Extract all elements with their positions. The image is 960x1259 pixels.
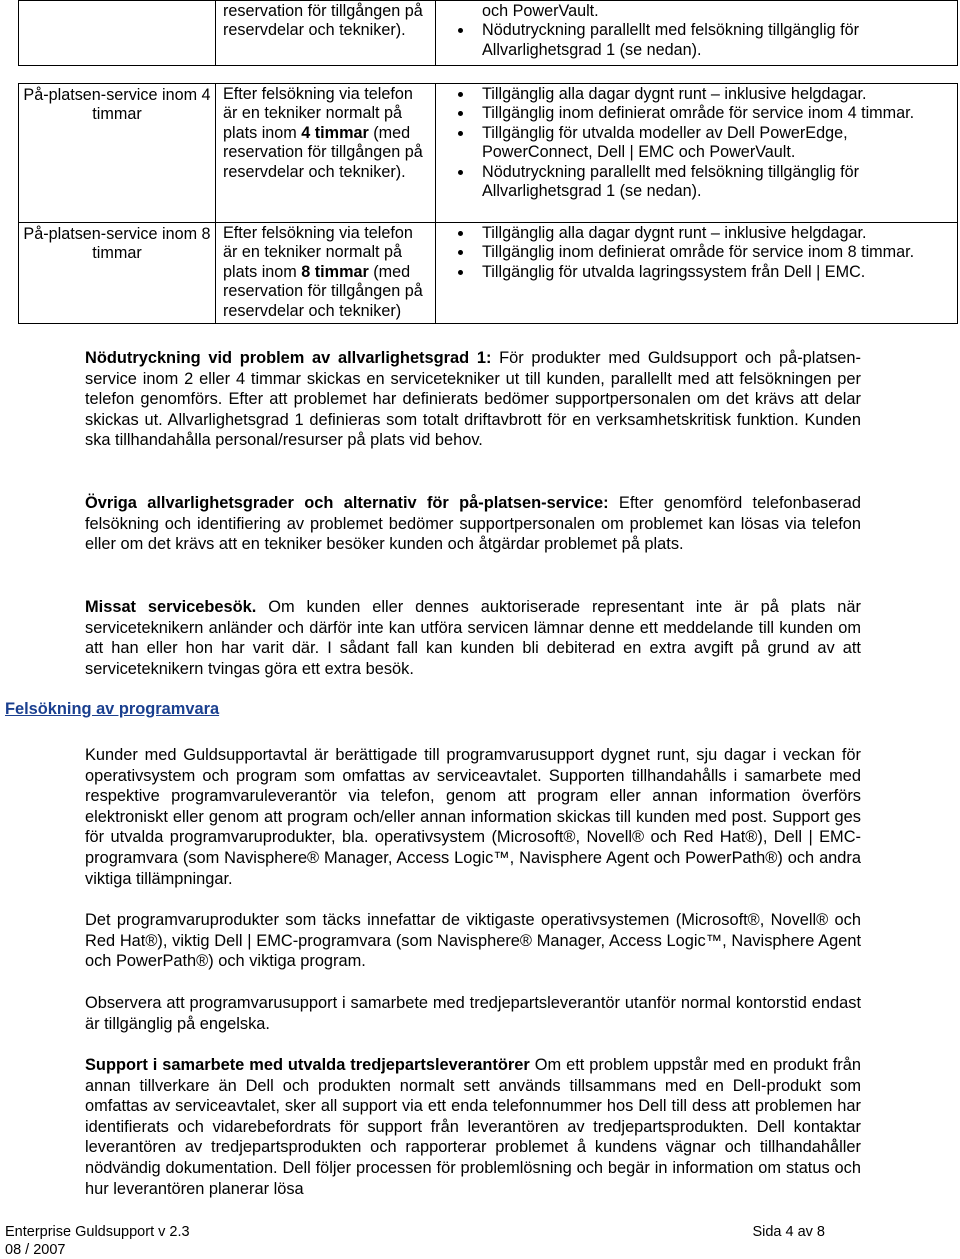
feature-list: [458, 85, 957, 201]
row-description: reservation för tillgången på reservdelar och tekniker).: [223, 2, 423, 39]
section-heading-software-troubleshooting[interactable]: Felsökning av programvara: [5, 700, 219, 719]
service-name: På-platsen-service inom 8 timmar: [23, 225, 210, 262]
page-footer: [5, 1224, 825, 1259]
paragraph-third-party-support: [85, 1055, 861, 1199]
service-level-table: [18, 0, 958, 324]
row-description-text: (med reservation för tillgången på reservdelar och tekniker).: [223, 124, 423, 181]
paragraph-heading: Missat servicebesök.: [85, 598, 256, 616]
table-row: [19, 1, 958, 66]
paragraph-heading: Support i samarbete med utvalda tredjepartsleverantörer: [85, 1056, 530, 1074]
paragraph-heading: Övriga allvarlighetsgrader och alternativ för på-platsen-service:: [85, 494, 609, 512]
feature-list: [458, 224, 957, 282]
service-name-cell: [19, 84, 216, 223]
paragraph-text: Kunder med Guldsupportavtal är berättigade till programvarusupport dygnet runt, sju dagar i veckan för operativsystem och program som omfattas av serviceavtalet. Supporten tillhandahålls i samarbete med respektive programvaruleverantör via telefon, genom att program eller annan information överförs elektroniskt eller genom att program och/eller annan information skickas till kunden med post. Support ges för utvalda programvaruprodukter, bla. operativsystem (Microsoft®, Novell® och Red Hat®), Dell | EMC-programvara (som Navisphere® Manager, Access Logic™, Navisphere Agent och PowerPath®) och andra viktiga tillämpningar.: [85, 745, 861, 889]
footer-date: 08 / 2007: [5, 1242, 825, 1259]
paragraph-text: Observera att programvarusupport i samarbete med tredjepartsleverantör utanför normal kontorstid endast är tillgänglig på engelska.: [85, 993, 861, 1034]
footer-page-number: Sida 4 av 8: [752, 1224, 825, 1242]
list-item: Nödutryckning parallellt med felsökning tillgänglig för Allvarlighetsgrad 1 (se nedan).: [458, 163, 957, 202]
table-row: [19, 66, 958, 84]
list-item: och PowerVault.: [458, 2, 957, 21]
paragraph-heading: Nödutryckning vid problem av allvarlighetsgrad 1:: [85, 349, 491, 367]
row-description-text: Efter felsökning via telefon är en tekniker normalt på plats inom: [223, 85, 413, 142]
paragraph-text: Om ett problem uppstår med en produkt från annan tillverkare än Dell och produkten normalt sett används tillsammans med en Dell-produkt som omfattas av serviceavtalet, sker all support via ett enda telefonnummer hos Dell till dess att problemen har identifierats och vidarebefordrats för support från leverantören av tredjepartsprodukten. Dell kontaktar leverantören av tredjepartsprodukten och rapporterar problemet å kundens vägnar och tillhandahåller nödvändig dokumentation. Dell följer processen för problemlösning och begär in information om status och hur leverantören planerar lösa: [85, 1056, 861, 1198]
list-item: Tillgänglig för utvalda lagringssystem från Dell | EMC.: [458, 263, 957, 282]
list-item-text: Nödutryckning parallellt med felsökning tillgänglig för Allvarlighetsgrad 1 (se nedan).: [482, 21, 859, 58]
feature-list: [458, 2, 957, 60]
list-item: Tillgänglig alla dagar dygnt runt – inklusive helgdagar.: [458, 85, 957, 104]
service-name: På-platsen-service inom 4 timmar: [23, 86, 210, 123]
row-description-bold: 4 timmar: [301, 124, 368, 142]
table-row: [19, 223, 958, 324]
table-cell-features: [436, 84, 958, 223]
paragraph-text: Det programvaruprodukter som täcks innefattar de viktigaste operativsystemen (Microsoft®, Novell® och Red Hat®), viktig Dell | EMC-programvara (som Navisphere® Manager, Access Logic™, Navisphere Agent och PowerPath®) och viktiga program.: [85, 910, 861, 972]
service-name-cell: [19, 223, 216, 324]
list-item: Tillgänglig inom definierat område för service inom 8 timmar.: [458, 243, 957, 262]
paragraph-missed-visit: [85, 597, 861, 679]
table-cell-description: [216, 84, 436, 223]
table-cell-description: [216, 223, 436, 324]
paragraph-covered-products: [85, 910, 861, 972]
paragraph-other-severity: [85, 493, 861, 555]
row-description-bold: 8 timmar: [301, 263, 368, 281]
paragraph-text: För produkter med Guldsupport och på-platsen-service inom 2 eller 4 timmar skickas en servicetekniker ut till kunden, parallellt med att felsökningen per telefon genomförs. Efter att problemet har definierats bedömer supportpersonalen om det krävs att delar skickas ut. Allvarlighetsgrad 1 definieras som totalt driftavbrott för en verksamhetskritisk funktion. Kunden ska tillhandahålla personal/resurser på plats vid behov.: [85, 349, 861, 449]
table-spacer: [436, 66, 958, 84]
table-cell-description: [216, 1, 436, 66]
paragraph-text: Om kunden eller dennes auktoriserade representant inte är på plats när serviceteknikern anländer och därför inte kan utföra servicen lämnar denne ett meddelande till kunden om att han eller hon har varit där. I sådant fall kan kunden bli debiterad en extra avgift på grund av att serviceteknikern tvingas göra ett extra besök.: [85, 598, 861, 678]
paragraph-text: Efter genomförd telefonbaserad felsökning och identifiering av problemet bedömer supportpersonalen om problemet kan lösas via telefon eller om det krävs att en tekniker besöker kunden och åtgärdar problemet på plats.: [85, 494, 861, 553]
paragraph-english-only: [85, 993, 861, 1034]
list-item: Tillgänglig för utvalda modeller av Dell PowerEdge, PowerConnect, Dell | EMC och PowerVault.: [458, 124, 957, 163]
table-cell-empty: [19, 1, 216, 66]
table-spacer: [19, 66, 216, 84]
table-row: [19, 84, 958, 223]
list-item: [458, 21, 957, 60]
paragraph-software-support: [85, 745, 861, 889]
row-description-text: Efter felsökning via telefon är en tekniker normalt på plats inom: [223, 224, 413, 281]
table-cell-features: [436, 223, 958, 324]
list-item: Tillgänglig alla dagar dygnt runt – inklusive helgdagar.: [458, 224, 957, 243]
list-item: Tillgänglig inom definierat område för service inom 4 timmar.: [458, 104, 957, 123]
table-spacer: [216, 66, 436, 84]
table-cell-features: [436, 1, 958, 66]
paragraph-severity-1: [85, 348, 861, 451]
footer-doc-title: Enterprise Guldsupport v 2.3: [5, 1224, 825, 1242]
row-description-text: (med reservation för tillgången på reservdelar och tekniker): [223, 263, 423, 320]
